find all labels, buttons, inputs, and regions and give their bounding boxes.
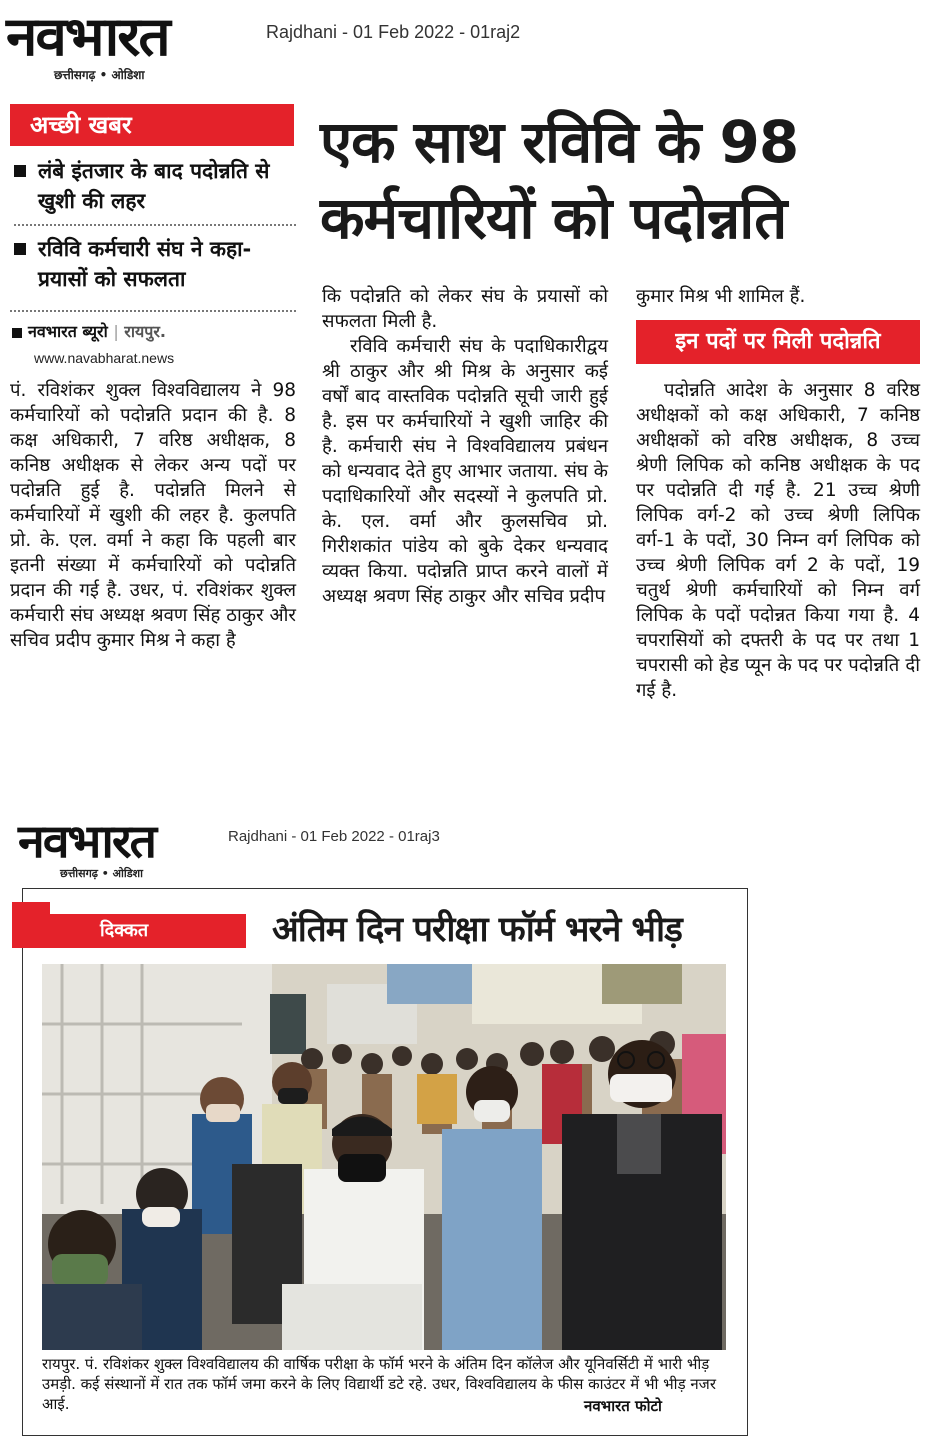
crowd-photo	[42, 964, 726, 1350]
caption-text: रायपुर. पं. रविशंकर शुक्ल विश्वविद्यालय की वार्षिक परीक्षा के फॉर्म भरने के अंतिम दिन कॉलेज और यूनिवर्सिटी में भारी भीड़ उमड़ी. कई संस्थानों में रात तक फॉर्म जमा करने के लिए विद्यार्थी डटे रहे. उधर, विश्वविद्यालय के फीस काउंटर में भी भीड़ नजर आई.	[42, 1355, 716, 1413]
paragraph: पदोन्नति आदेश के अनुसार 8 वरिष्ठ अधीक्षकों को कक्ष अधिकारी, 7 कनिष्ठ अधीक्षकों को वरिष्ठ अधीक्षक, 8 उच्च श्रेणी लिपिक को कनिष्ठ अधीक्षक के पद पर पदोन्नति दी गई है. 21 उच्च श्रेणी लिपिक वर्ग-2 को उच्च श्रेणी लिपिक वर्ग-1 के पदों, 30 निम्न वर्ग लिपिक को उच्च श्रेणी लिपिक वर्ग 2 के पदों, 19 चतुर्थ श्रेणी कर्मचारियों को निम्न वर्ग लिपिक के पदों पदोन्नत किया गया है. 4 चपरासियों को दफ्तरी के पद पर तथा 1 चपरासी को हेड प्यून के पद पर पदोन्नति दी गई है.	[636, 380, 920, 701]
article-column-3b	[636, 378, 920, 703]
bullet-text: लंबे इंतजार के बाद पदोन्नति से खुशी की लहर	[38, 159, 270, 213]
headline-line-2: कर्मचारियों को पदोन्नति	[320, 184, 787, 252]
headline-line-1: एक साथ रविवि के 98	[320, 108, 799, 176]
photo-credit: नवभारत फोटो	[584, 1397, 662, 1415]
headline-2: अंतिम दिन परीक्षा फॉर्म भरने भीड़	[272, 910, 682, 950]
article-column-3	[636, 284, 920, 309]
tag-problem: दिक्कत	[12, 914, 246, 948]
dateline-2: Rajdhani - 01 Feb 2022 - 01raj3	[228, 828, 440, 845]
dateline-1: Rajdhani - 01 Feb 2022 - 01raj2	[266, 22, 521, 42]
crowd-photo-illustration	[42, 964, 726, 1350]
logo-subtitle: छत्तीसगढ़ • ओडिशा	[54, 68, 145, 82]
list-item	[14, 226, 296, 294]
bullet-text: रविवि कर्मचारी संघ ने कहा- प्रयासों को सफलता	[38, 237, 252, 291]
article-column-1	[10, 378, 296, 653]
bureau-name: नवभारत ब्यूरो	[28, 322, 108, 341]
website: www.navabharat.news	[34, 350, 175, 366]
byline-separator: |	[113, 322, 119, 341]
masthead-1	[6, 5, 246, 90]
paragraph: पं. रविशंकर शुक्ल विश्वविद्यालय ने 98 कर्मचारियों को पदोन्नति प्रदान की है. 8 कक्ष अधिकारी, 7 वरिष्ठ अधीक्षक, 8 कनिष्ठ अधीक्षक से लेकर अन्य पदों पर पदोन्नति हुई है. पदोन्नति मिलने से कर्मचारियों में खुशी की लहर है. कुलपति प्रो. के. एल. वर्मा ने कहा कि पहली बार इतनी संख्या में कर्मचारियों को पदोन्नति प्रदान की गई है. उधर, पं. रविशंकर शुक्ल कर्मचारी संघ अध्यक्ष श्रवण सिंह ठाकुर और सचिव प्रदीप कुमार मिश्र ने कहा है	[10, 380, 296, 651]
divider	[10, 310, 296, 312]
tag-good-news: अच्छी खबर	[10, 104, 294, 146]
subheading-promotion-posts: इन पदों पर मिली पदोन्नति	[636, 320, 920, 364]
paragraph: कुमार मिश्र भी शामिल हैं.	[636, 286, 806, 307]
bullet-square-icon	[14, 165, 26, 177]
bullet-list	[14, 156, 296, 294]
newspaper-logo: नवभारत	[18, 814, 155, 868]
masthead-2	[18, 814, 218, 884]
list-item	[14, 156, 296, 224]
byline-place: रायपुर.	[124, 322, 166, 341]
bullet-square-icon	[14, 243, 26, 255]
newspaper-logo: नवभारत	[6, 5, 169, 68]
paragraph: कि पदोन्नति को लेकर संघ के प्रयासों को सफलता मिली है.	[322, 286, 608, 332]
article-column-2	[322, 284, 608, 609]
paragraph: रविवि कर्मचारी संघ के पदाधिकारीद्वय श्री ठाकुर और श्री मिश्र के अनुसार कई वर्षों बाद वास्तविक पदोन्नति सूची जारी हुई है. इस पर कर्मचारियों ने खुशी जाहिर की है. कर्मचारी संघ ने विश्वविद्यालय प्रबंधन को धन्यवाद देते हुए आभार जताया. संघ के पदाधिकारियों और सदस्यों ने कुलपति प्रो. के. एल. वर्मा और कुलसचिव प्रो. गिरीशकांत पांडेय को बुके देकर धन्यवाद व्यक्त किया. पदोन्नति प्राप्त करने वालों में अध्यक्ष श्रवण सिंह ठाकुर और सचिव प्रदीप	[322, 336, 608, 607]
byline	[12, 320, 296, 342]
bullet-square-icon	[12, 328, 22, 338]
headline	[320, 104, 920, 256]
logo-subtitle: छत्तीसगढ़ • ओडिशा	[60, 867, 143, 880]
